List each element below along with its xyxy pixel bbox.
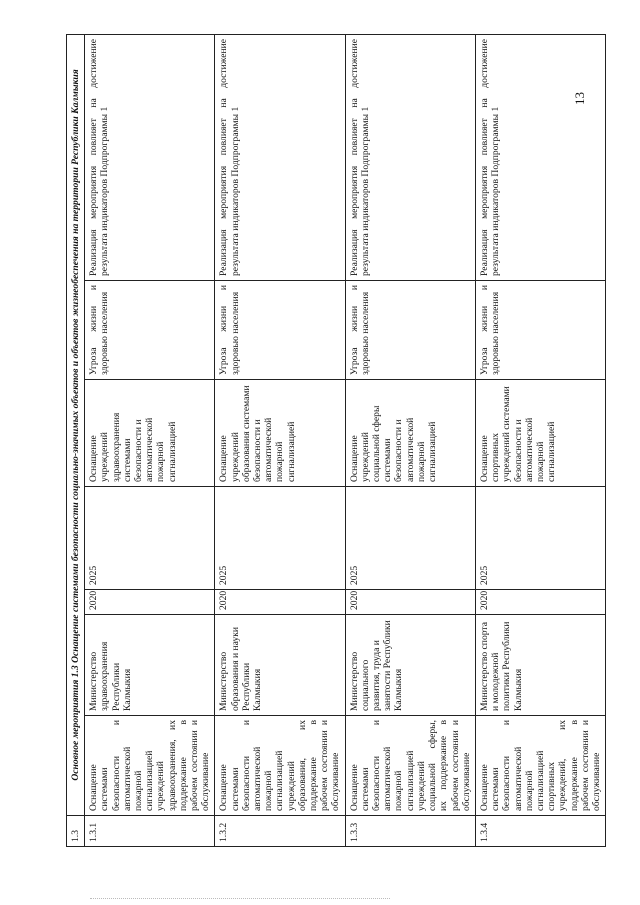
- scan-margin-mark: [90, 868, 390, 899]
- start-year-cell: 2020: [345, 590, 475, 615]
- executor-cell: Министерство здравоохранения Республики Калмыкия: [85, 615, 215, 716]
- executor-cell: Министерство образования и науки Республики Калмыкия: [215, 615, 345, 716]
- result-cell: Оснащение учреждений образования системами безопасности и автоматической пожарной сигнализацией: [215, 380, 345, 487]
- risk-cell: Угроза жизни и здоровью населения: [345, 281, 475, 380]
- start-year-cell: 2020: [85, 590, 215, 615]
- result-cell: Оснащение спортивных учреждений системами безопасности и автоматической пожарной сигнализацией: [475, 380, 605, 487]
- risk-cell: Угроза жизни и здоровью населения: [475, 281, 605, 380]
- start-year-cell: 2020: [475, 590, 605, 615]
- link-cell: Реализация мероприятия повлияет на достижение результата индикаторов Подпрограммы 1: [475, 34, 605, 280]
- result-cell: Оснащение учреждений здравоохранения системами безопасности и автоматической пожарной сигнализацией: [85, 380, 215, 487]
- activity-cell: Оснащение системами безопасности и автоматической пожарной сигнализацией спортивных учреждений, их поддержание в рабочем состоянии и обслуживание: [475, 716, 605, 816]
- activity-cell: Оснащение системами безопасности и автоматической пожарной сигнализацией учреждений социальной сферы, их поддержание в рабочем состоянии и обслуживание: [345, 716, 475, 816]
- executor-cell: Министерство спорта и молодежной политики Республики Калмыкия: [475, 615, 605, 716]
- row-number: 1.3.2: [215, 816, 345, 847]
- table-row: [475, 34, 605, 846]
- table-row: [345, 34, 475, 846]
- end-year-cell: 2025: [85, 487, 215, 590]
- start-year-cell: 2020: [215, 590, 345, 615]
- risk-cell: Угроза жизни и здоровью населения: [85, 281, 215, 380]
- section-number: 1.3: [67, 816, 85, 847]
- activity-cell: Оснащение системами безопасности и автоматической пожарной сигнализацией учреждений образования, их поддержание в рабочем состоянии и обслуживание: [215, 716, 345, 816]
- result-cell: Оснащение учреждений социальной сферы системами безопасности и автоматической пожарной сигнализацией: [345, 380, 475, 487]
- end-year-cell: 2025: [345, 487, 475, 590]
- end-year-cell: 2025: [475, 487, 605, 590]
- section-title: Основное мероприятия 1.3 Оснащение системами безопасности социально-значимых объектов и объектов жизнеобеспечения на территории Республики Калмыкия: [67, 34, 85, 815]
- table-row: [215, 34, 345, 846]
- table-row: [85, 34, 215, 846]
- section-header-row: [67, 34, 85, 846]
- row-number: 1.3.4: [475, 816, 605, 847]
- executor-cell: Министерство социального развития, труда и занятости Республики Калмыкия: [345, 615, 475, 716]
- link-cell: Реализация мероприятия повлияет на достижение результата индикаторов Подпрограммы 1: [85, 34, 215, 280]
- activity-cell: Оснащение системами безопасности и автоматической пожарной сигнализацией учреждений здравоохранения, их поддержание в рабочем состоянии и обслуживание: [85, 716, 215, 816]
- link-cell: Реализация мероприятия повлияет на достижение результата индикаторов Подпрограммы 1: [345, 34, 475, 280]
- row-number: 1.3.3: [345, 816, 475, 847]
- row-number: 1.3.1: [85, 816, 215, 847]
- end-year-cell: 2025: [215, 487, 345, 590]
- risk-cell: Угроза жизни и здоровью населения: [215, 281, 345, 380]
- page-number: 13: [572, 92, 587, 105]
- link-cell: Реализация мероприятия повлияет на достижение результата индикаторов Подпрограммы 1: [215, 34, 345, 280]
- measures-table: [66, 34, 606, 847]
